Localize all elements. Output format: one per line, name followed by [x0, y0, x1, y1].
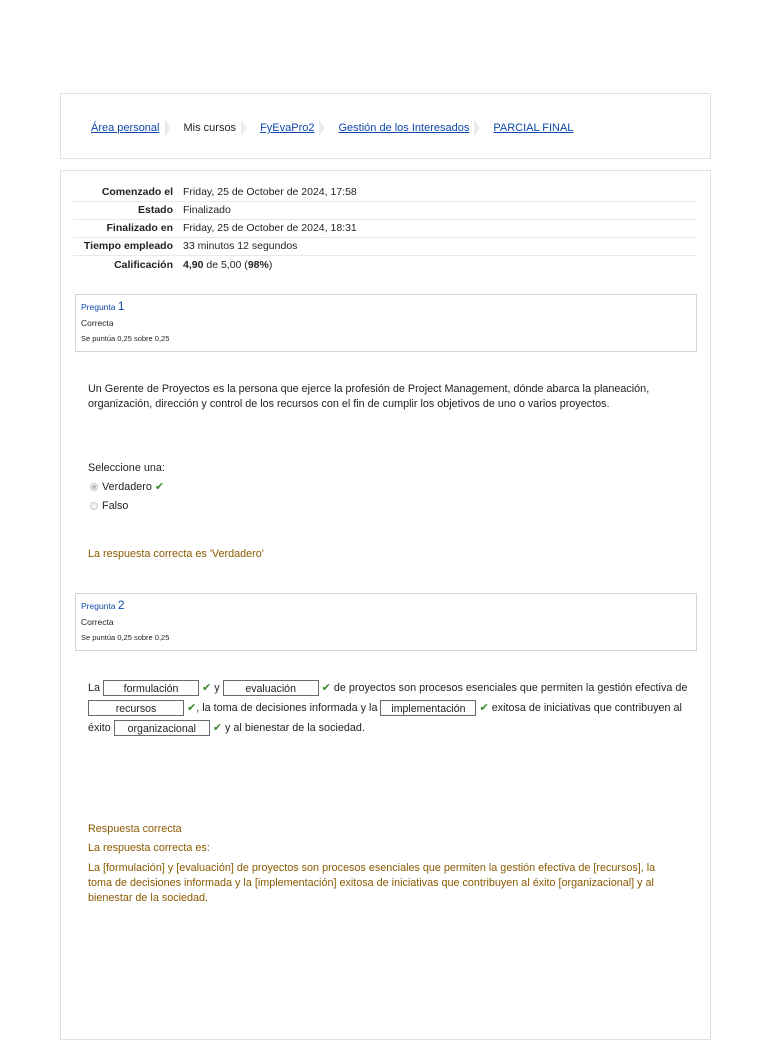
- attempt-summary-table: [73, 184, 697, 274]
- cloze-text: de proyectos son procesos esenciales que permiten la gestión efectiva de: [333, 682, 688, 694]
- cloze-answer-field[interactable]: formulación: [103, 680, 199, 696]
- breadcrumb-card: [60, 93, 711, 159]
- cloze-answer-field[interactable]: recursos: [88, 700, 184, 716]
- feedback-status: Respuesta correcta: [88, 823, 182, 835]
- question-text: Un Gerente de Proyectos es la persona que ejerce la profesión de Project Management, dónde abarca la planeación, organización, dirección y control de los recursos con el fin de cumplir los objetivos de uno o varios proyectos.: [88, 383, 650, 410]
- cloze-text: y al bienestar de la sociedad.: [225, 722, 365, 734]
- question-state: Correcta: [81, 318, 114, 328]
- breadcrumb-mis-cursos: Mis cursos: [183, 122, 237, 134]
- summary-row: [73, 220, 697, 238]
- cloze-text: exitosa de iniciativas que contribuyen al éxito: [88, 702, 682, 734]
- check-icon: ✔: [202, 682, 212, 694]
- summary-row: [73, 184, 697, 202]
- question-number-value: 2: [117, 598, 125, 612]
- cloze-text: , la toma de decisiones informada y la: [196, 702, 378, 714]
- check-icon: ✔: [321, 682, 331, 694]
- question-info-box: [75, 593, 697, 651]
- breadcrumb-separator: [165, 119, 175, 137]
- question-grade: Se puntúa 0,25 sobre 0,25: [81, 334, 170, 343]
- breadcrumb-separator: [241, 119, 251, 137]
- option-label: Falso: [102, 500, 129, 512]
- breadcrumb-separator: [319, 119, 329, 137]
- summary-label: Tiempo empleado: [73, 238, 179, 256]
- summary-value: 33 minutos 12 segundos: [179, 238, 697, 256]
- question-info-box: [75, 294, 697, 352]
- summary-label: Calificación: [114, 259, 173, 271]
- breadcrumb-separator: [474, 119, 484, 137]
- correct-answer-feedback: La [formulación] y [evaluación] de proyectos son procesos esenciales que permiten la gestión efectiva de [recursos], la toma de decisiones informada y la [implementación] exitosa de iniciativas que contribuyen al éxito [organizacional] y al bienestar de la sociedad.: [88, 862, 656, 904]
- grade-rest: de 5,00 (: [203, 259, 248, 271]
- grade-score: 4,90: [183, 259, 204, 271]
- summary-label: Finalizado en: [73, 220, 179, 238]
- breadcrumb: [91, 119, 573, 137]
- cloze-question-text: [88, 678, 688, 738]
- check-icon: ✔: [212, 722, 223, 734]
- breadcrumb-area-personal[interactable]: Área personal: [91, 122, 160, 134]
- cloze-answer-field[interactable]: organizacional: [114, 720, 210, 736]
- question-number: [81, 598, 691, 613]
- check-icon: ✔: [479, 702, 489, 714]
- quiz-review-card: [60, 170, 711, 1040]
- breadcrumb-course[interactable]: FyEvaPro2: [260, 122, 315, 134]
- check-icon: ✔: [187, 702, 197, 714]
- feedback-heading: La respuesta correcta es:: [88, 842, 210, 854]
- summary-grade: [179, 256, 697, 275]
- radio-unselected[interactable]: [90, 502, 98, 510]
- answer-option-falso[interactable]: [90, 500, 128, 512]
- question-grade: Se puntúa 0,25 sobre 0,25: [81, 633, 170, 642]
- summary-row: [73, 238, 697, 256]
- answer-prompt: Seleccione una:: [88, 462, 165, 474]
- summary-row: [73, 202, 697, 220]
- cloze-text: La: [88, 682, 101, 694]
- check-icon: ✔: [154, 481, 165, 493]
- summary-row: [73, 256, 697, 275]
- summary-label: Estado: [73, 202, 179, 220]
- grade-percent: 98%: [247, 259, 269, 271]
- correct-answer-feedback: La respuesta correcta es 'Verdadero': [88, 548, 264, 560]
- breadcrumb-section[interactable]: Gestión de los Interesados: [338, 122, 470, 134]
- answer-option-verdadero[interactable]: [90, 480, 164, 493]
- cloze-answer-field[interactable]: evaluación: [223, 680, 319, 696]
- grade-close: ): [268, 259, 273, 271]
- cloze-answer-field[interactable]: implementación: [380, 700, 476, 716]
- summary-value: Finalizado: [179, 202, 697, 220]
- summary-label: Comenzado el: [73, 184, 179, 202]
- radio-selected[interactable]: [90, 483, 98, 491]
- question-number: [81, 299, 691, 314]
- question-state: Correcta: [81, 617, 114, 627]
- question-number-value: 1: [117, 299, 125, 313]
- question-label: Pregunta: [81, 601, 116, 611]
- option-label: Verdadero: [102, 480, 152, 493]
- summary-value: Friday, 25 de October de 2024, 18:31: [179, 220, 697, 238]
- breadcrumb-quiz[interactable]: PARCIAL FINAL: [493, 122, 574, 134]
- summary-value: Friday, 25 de October de 2024, 17:58: [179, 184, 697, 202]
- question-label: Pregunta: [81, 302, 116, 312]
- cloze-text: y: [214, 682, 220, 694]
